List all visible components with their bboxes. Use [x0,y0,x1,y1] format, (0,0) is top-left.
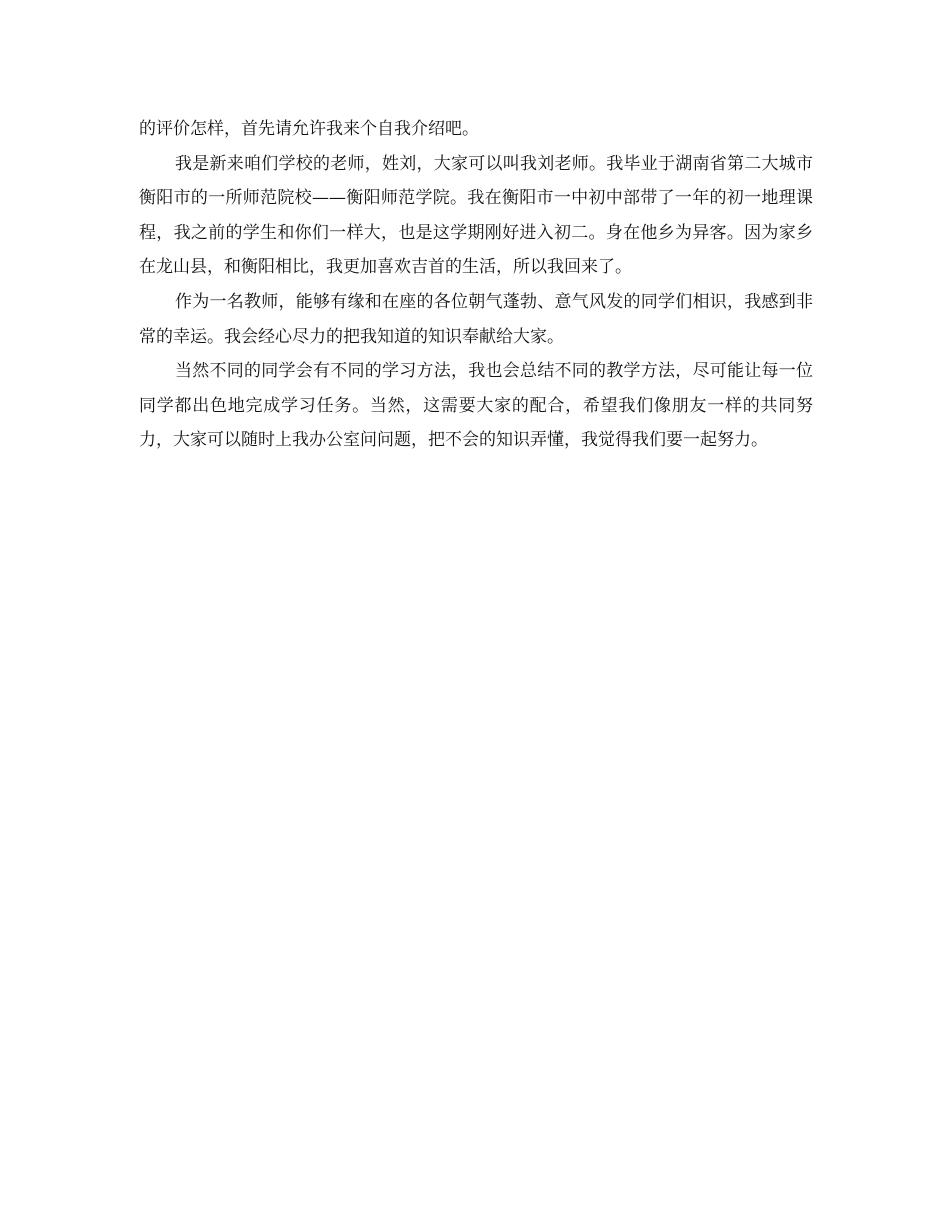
paragraph-introduction: 我是新来咱们学校的老师，姓刘，大家可以叫我刘老师。我毕业于湖南省第二大城市衡阳市的一所师范院校——衡阳师范学院。我在衡阳市一中初中部带了一年的初一地理课程，我之前的学生和你们一样大，也是这学期刚好进入初二。身在他乡为异客。因为家乡在龙山县，和衡阳相比，我更加喜欢吉首的生活，所以我回来了。 [139,153,813,278]
document-body [139,112,813,458]
paragraph-gratitude: 作为一名教师，能够有缘和在座的各位朝气蓬勃、意气风发的同学们相识，我感到非常的幸运。我会经心尽力的把我知道的知识奉献给大家。 [139,291,813,347]
paragraph-teaching-methods: 当然不同的同学会有不同的学习方法，我也会总结不同的教学方法，尽可能让每一位同学都出色地完成学习任务。当然，这需要大家的配合，希望我们像朋友一样的共同努力，大家可以随时上我办公室问问题，把不会的知识弄懂，我觉得我们要一起努力。 [139,361,813,451]
paragraph-continuation: 的评价怎样，首先请允许我来个自我介绍吧。 [139,119,479,139]
